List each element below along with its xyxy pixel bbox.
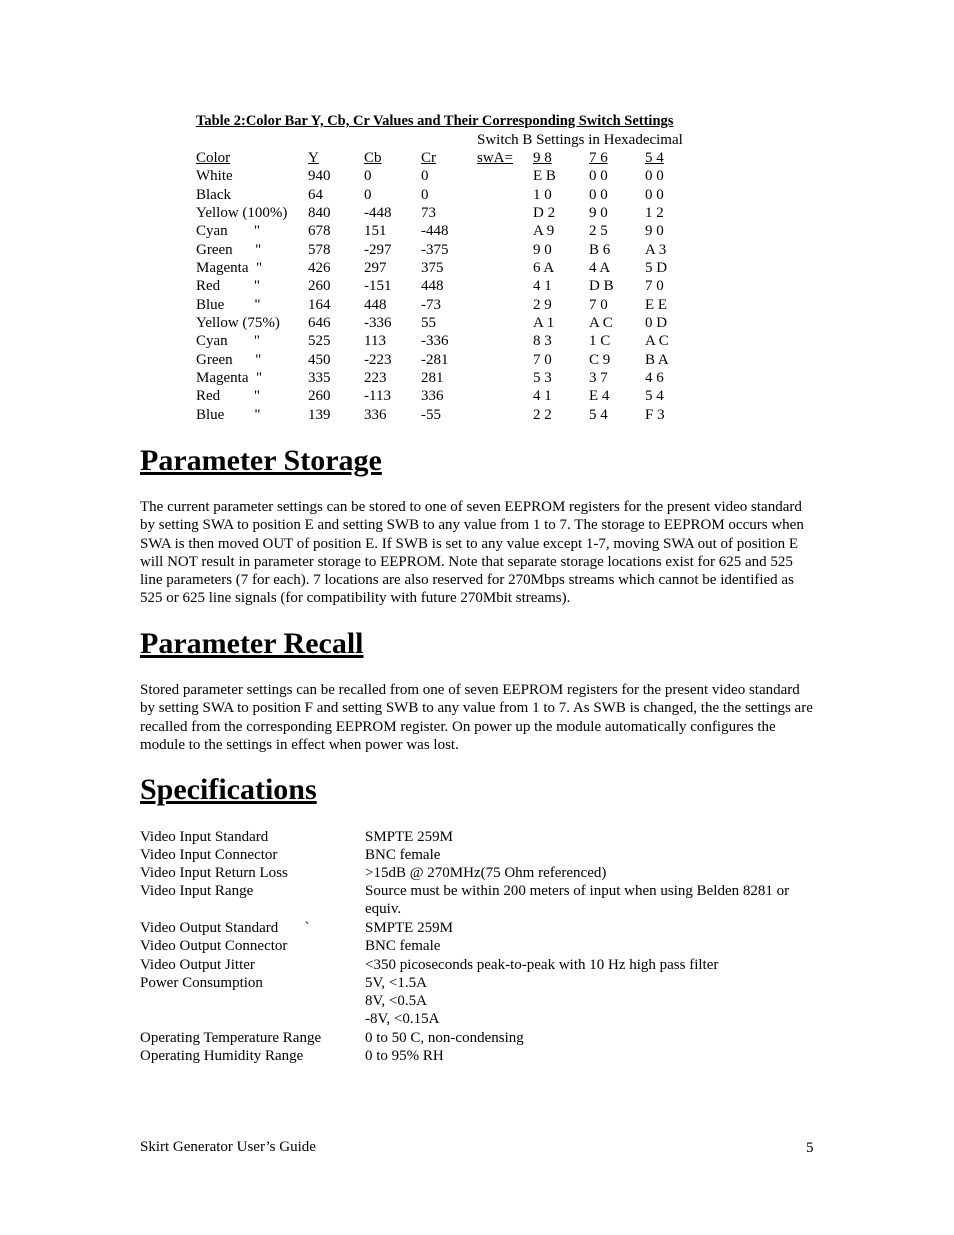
cell-sw54: 5 4 [645,388,664,405]
cell-color: Yellow (100%) [196,204,288,221]
cell-sw76: 3 7 [589,369,608,386]
spec-label: Video Output Jitter [140,957,255,973]
table-row [196,369,695,387]
cell-sw76: 5 4 [589,406,608,423]
cell-y: 646 [308,314,331,331]
table-row [196,167,695,185]
cell-cb: 336 [364,406,387,423]
cell-sw76: B 6 [589,241,611,258]
cell-color: Yellow (75%) [196,314,280,331]
cell-sw54: F 3 [645,406,665,423]
spec-label: Power Consumption [140,975,263,991]
cell-y: 578 [308,241,331,258]
cell-color: Magenta " [196,369,263,386]
cell-y: 450 [308,351,331,368]
table-row [196,296,695,314]
cell-color: Green " [196,351,262,368]
header-swa: swA= [477,150,513,166]
table-header-row [196,149,695,167]
spec-label: Operating Humidity Range [140,1048,304,1064]
cell-y: 525 [308,333,331,350]
spec-label: Video Output Standard ` [140,920,310,936]
table-row [196,406,695,424]
cell-swa [477,296,533,314]
cell-cr: 375 [421,259,444,276]
spec-label: Video Output Connector [140,938,288,954]
cell-cr: 448 [421,278,444,295]
cell-color: Green " [196,241,262,258]
cell-sw76: 2 5 [589,223,608,240]
cell-cb: -448 [364,204,392,221]
cell-sw98: 2 9 [533,296,552,313]
cell-sw76: A C [589,314,613,331]
cell-sw76: 0 0 [589,186,608,203]
spec-value: 0 to 95% RH [365,1048,444,1064]
recall-heading: Parameter Recall [140,627,364,660]
cell-y: 164 [308,296,331,313]
table-row [196,186,695,204]
cell-sw98: A 9 [533,223,555,240]
table-row [196,277,695,295]
header-76: 7 6 [589,150,608,166]
cell-sw76: 4 A [589,259,611,276]
cell-sw98: 2 2 [533,406,552,423]
cell-swa [477,204,533,222]
cell-swa [477,406,533,424]
cell-color: Magenta " [196,259,263,276]
cell-sw76: E 4 [589,388,610,405]
cell-color: Red " [196,278,261,295]
cell-cr: -448 [421,223,449,240]
cell-cr: 73 [421,204,436,221]
cell-y: 260 [308,278,331,295]
cell-cb: 0 [364,168,372,185]
spec-label: Video Input Return Loss [140,865,288,881]
cell-sw98: 8 3 [533,333,552,350]
cell-cr: 281 [421,369,444,386]
cell-sw98: 9 0 [533,241,552,258]
cell-cb: 448 [364,296,387,313]
cell-cb: -297 [364,241,392,258]
table-caption: Table 2:Color Bar Y, Cb, Cr Values and Their Corresponding Switch Settings [196,113,674,129]
specs-heading: Specifications [140,773,317,806]
cell-swa [477,369,533,387]
cell-sw54: 7 0 [645,278,664,295]
cell-swa [477,332,533,350]
cell-y: 940 [308,168,331,185]
cell-color: White [196,168,233,185]
table-row [196,387,695,405]
cell-sw98: D 2 [533,204,556,221]
recall-paragraph: Stored parameter settings can be recalled from one of seven EEPROM registers for the present video standard by setting SWA to position F and setting SWB to any value from 1 to 7. As SWB is changed, the the settings are recalled from the corresponding EEPROM register. On power up the module automatically configures the module to the settings in effect when power was lost. [140,682,813,753]
cell-sw54: 0 0 [645,168,664,185]
cell-sw98: 5 3 [533,369,552,386]
cell-sw76: 1 C [589,333,611,350]
cell-cr: 0 [421,168,429,185]
cell-cr: 336 [421,388,444,405]
cell-y: 64 [308,186,323,203]
cell-cr: -281 [421,351,449,368]
cell-cb: 297 [364,259,387,276]
table-row [196,314,695,332]
cell-sw54: E E [645,296,668,313]
cell-swa [477,222,533,240]
cell-sw54: A C [645,333,669,350]
cell-swa [477,167,533,185]
cell-sw98: 1 0 [533,186,552,203]
header-cb: Cb [364,150,382,166]
storage-heading: Parameter Storage [140,444,382,477]
cell-color: Cyan " [196,333,261,350]
spec-value: 0 to 50 C, non-condensing [365,1030,524,1046]
spec-value: SMPTE 259M [365,920,453,936]
cell-sw54: 5 D [645,259,668,276]
spec-value: <350 picoseconds peak-to-peak with 10 Hz high pass filter [365,957,719,973]
header-cr: Cr [421,150,436,166]
cell-cb: -223 [364,351,392,368]
table-row [196,259,695,277]
cell-cb: 0 [364,186,372,203]
cell-sw98: 4 1 [533,388,552,405]
cell-cr: -55 [421,406,441,423]
cell-cb: 223 [364,369,387,386]
spec-value: Source must be within 200 meters of input when using Belden 8281 or equiv. [365,883,790,917]
spec-value: 8V, <0.5A [365,993,427,1009]
page-number: 5 [806,1140,814,1156]
spec-value: BNC female [365,938,441,954]
spec-value: BNC female [365,847,441,863]
spec-value: SMPTE 259M [365,829,453,845]
cell-y: 678 [308,223,331,240]
cell-sw54: 0 0 [645,186,664,203]
table-row [196,351,695,369]
cell-sw76: 0 0 [589,168,608,185]
cell-y: 426 [308,259,331,276]
cell-swa [477,314,533,332]
header-color: Color [196,150,231,166]
cell-color: Red " [196,388,261,405]
cell-sw76: 9 0 [589,204,608,221]
spec-label: Video Input Connector [140,847,278,863]
footer-title: Skirt Generator User’s Guide [140,1139,316,1155]
cell-swa [477,351,533,369]
spec-value: 5V, <1.5A [365,975,427,991]
cell-sw98: A 1 [533,314,555,331]
spec-value: -8V, <0.15A [365,1011,440,1027]
header-54: 5 4 [645,150,664,166]
cell-sw76: D B [589,278,614,295]
cell-cb: 151 [364,223,387,240]
storage-paragraph: The current parameter settings can be stored to one of seven EEPROM registers for the present video standard by setting SWA to position E and setting SWB to any value from 1 to 7. The storage to EEPROM occurs when SWA is then moved OUT of position E. If SWB is set to any value except 1-7, moving SWA out of position E will NOT result in parameter storage to EEPROM. Note that separate storage locations exist for 625 and 525 line parameters (7 for each). 7 locations are also reserved for 270Mbps streams which cannot be identified as 525 or 625 line signals (for compatibility with future 270Mbit streams). [140,499,804,607]
cell-y: 260 [308,388,331,405]
cell-cb: -336 [364,314,392,331]
table-super-header: Switch B Settings in Hexadecimal [477,132,683,148]
cell-cb: 113 [364,333,386,350]
spec-label: Operating Temperature Range [140,1030,322,1046]
header-98: 9 8 [533,150,552,166]
cell-sw76: C 9 [589,351,611,368]
cell-cb: -113 [364,388,391,405]
cell-sw98: 4 1 [533,278,552,295]
cell-sw98: 7 0 [533,351,552,368]
cell-sw98: 6 A [533,259,555,276]
cell-swa [477,259,533,277]
cell-y: 335 [308,369,331,386]
cell-sw76: 7 0 [589,296,608,313]
color-bar-table [196,149,695,424]
cell-cr: -375 [421,241,449,258]
cell-sw54: B A [645,351,669,368]
cell-sw98: E B [533,168,556,185]
cell-sw54: 9 0 [645,223,664,240]
cell-cr: -336 [421,333,449,350]
cell-sw54: 4 6 [645,369,664,386]
cell-y: 139 [308,406,331,423]
cell-y: 840 [308,204,331,221]
table-row [196,332,695,350]
spec-label: Video Input Range [140,883,254,899]
cell-swa [477,186,533,204]
table-row [196,204,695,222]
table-row [196,241,695,259]
cell-cb: -151 [364,278,392,295]
cell-color: Blue " [196,406,261,423]
spec-value: >15dB @ 270MHz(75 Ohm referenced) [365,865,607,881]
cell-color: Black [196,186,231,203]
header-y: Y [308,150,319,166]
cell-swa [477,387,533,405]
cell-cr: -73 [421,296,441,313]
cell-sw54: A 3 [645,241,667,258]
cell-color: Cyan " [196,223,261,240]
cell-swa [477,277,533,295]
cell-color: Blue " [196,296,261,313]
cell-sw54: 0 D [645,314,668,331]
cell-cr: 0 [421,186,429,203]
cell-cr: 55 [421,314,436,331]
spec-label: Video Input Standard [140,829,269,845]
cell-sw54: 1 2 [645,204,664,221]
cell-swa [477,241,533,259]
table-row [196,222,695,240]
